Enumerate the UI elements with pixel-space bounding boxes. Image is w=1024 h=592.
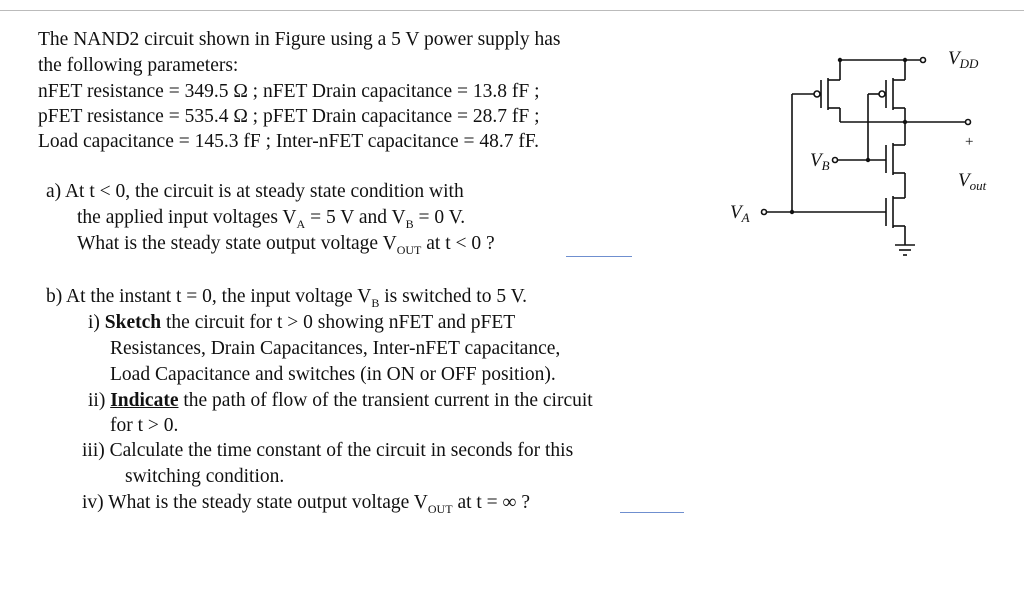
part-a-line: What is the steady state output voltage $V_{OUT}$ at t < 0 ? — [77, 233, 495, 257]
part-a-line: a) At t < 0, the circuit is at steady state condition with — [46, 181, 464, 202]
nand2-circuit-diagram — [720, 30, 1020, 290]
part-b-i-line: Resistances, Drain Capacitances, Inter-nFET capacitance, — [110, 338, 561, 359]
intro-line: Load capacitance = 145.3 fF ; Inter-nFET capacitance = 48.7 fF. — [38, 131, 540, 152]
vb-label: $V_B$ — [810, 150, 830, 173]
vout-label: $V_{out}$ — [958, 170, 987, 193]
top-border-line — [0, 10, 1024, 11]
part-a-line: the applied input voltages $V_A = 5$ V and $V_B = 0$ V. — [77, 207, 466, 231]
intro-line: nFET resistance = 349.5 Ω ; nFET Drain capacitance = 13.8 fF ; — [38, 81, 540, 102]
plus-label: + — [965, 134, 974, 150]
intro-line: the following parameters: — [38, 55, 239, 76]
part-b-ii-line: for t > 0. — [110, 415, 179, 436]
junction-dots — [790, 58, 907, 214]
answer-blank-a[interactable] — [566, 256, 632, 257]
vdd-label: $V_{DD}$ — [948, 48, 979, 71]
part-b-i-line: i) Sketch the circuit for t > 0 showing nFET and pFET — [88, 312, 516, 333]
part-b-iii-line: switching condition. — [125, 466, 285, 487]
va-label: $V_A$ — [730, 202, 750, 225]
part-b-ii-line: ii) Indicate the path of flow of the transient current in the circuit — [88, 390, 593, 411]
part-b-iii-line: iii) Calculate the time constant of the circuit in seconds for this — [82, 440, 574, 461]
answer-blank-b[interactable] — [620, 512, 684, 513]
part-b-line: b) At the instant t = 0, the input voltage $V_B$ is switched to 5 V. — [46, 286, 528, 310]
part-b-i-line: Load Capacitance and switches (in ON or OFF position). — [110, 364, 556, 385]
intro-line: The NAND2 circuit shown in Figure using a 5 V power supply has — [38, 29, 561, 50]
intro-line: pFET resistance = 535.4 Ω ; pFET Drain capacitance = 28.7 fF ; — [38, 106, 540, 127]
part-b-iv-line: iv) What is the steady state output voltage $V_{OUT}$ at t = ∞ ? — [82, 492, 530, 516]
